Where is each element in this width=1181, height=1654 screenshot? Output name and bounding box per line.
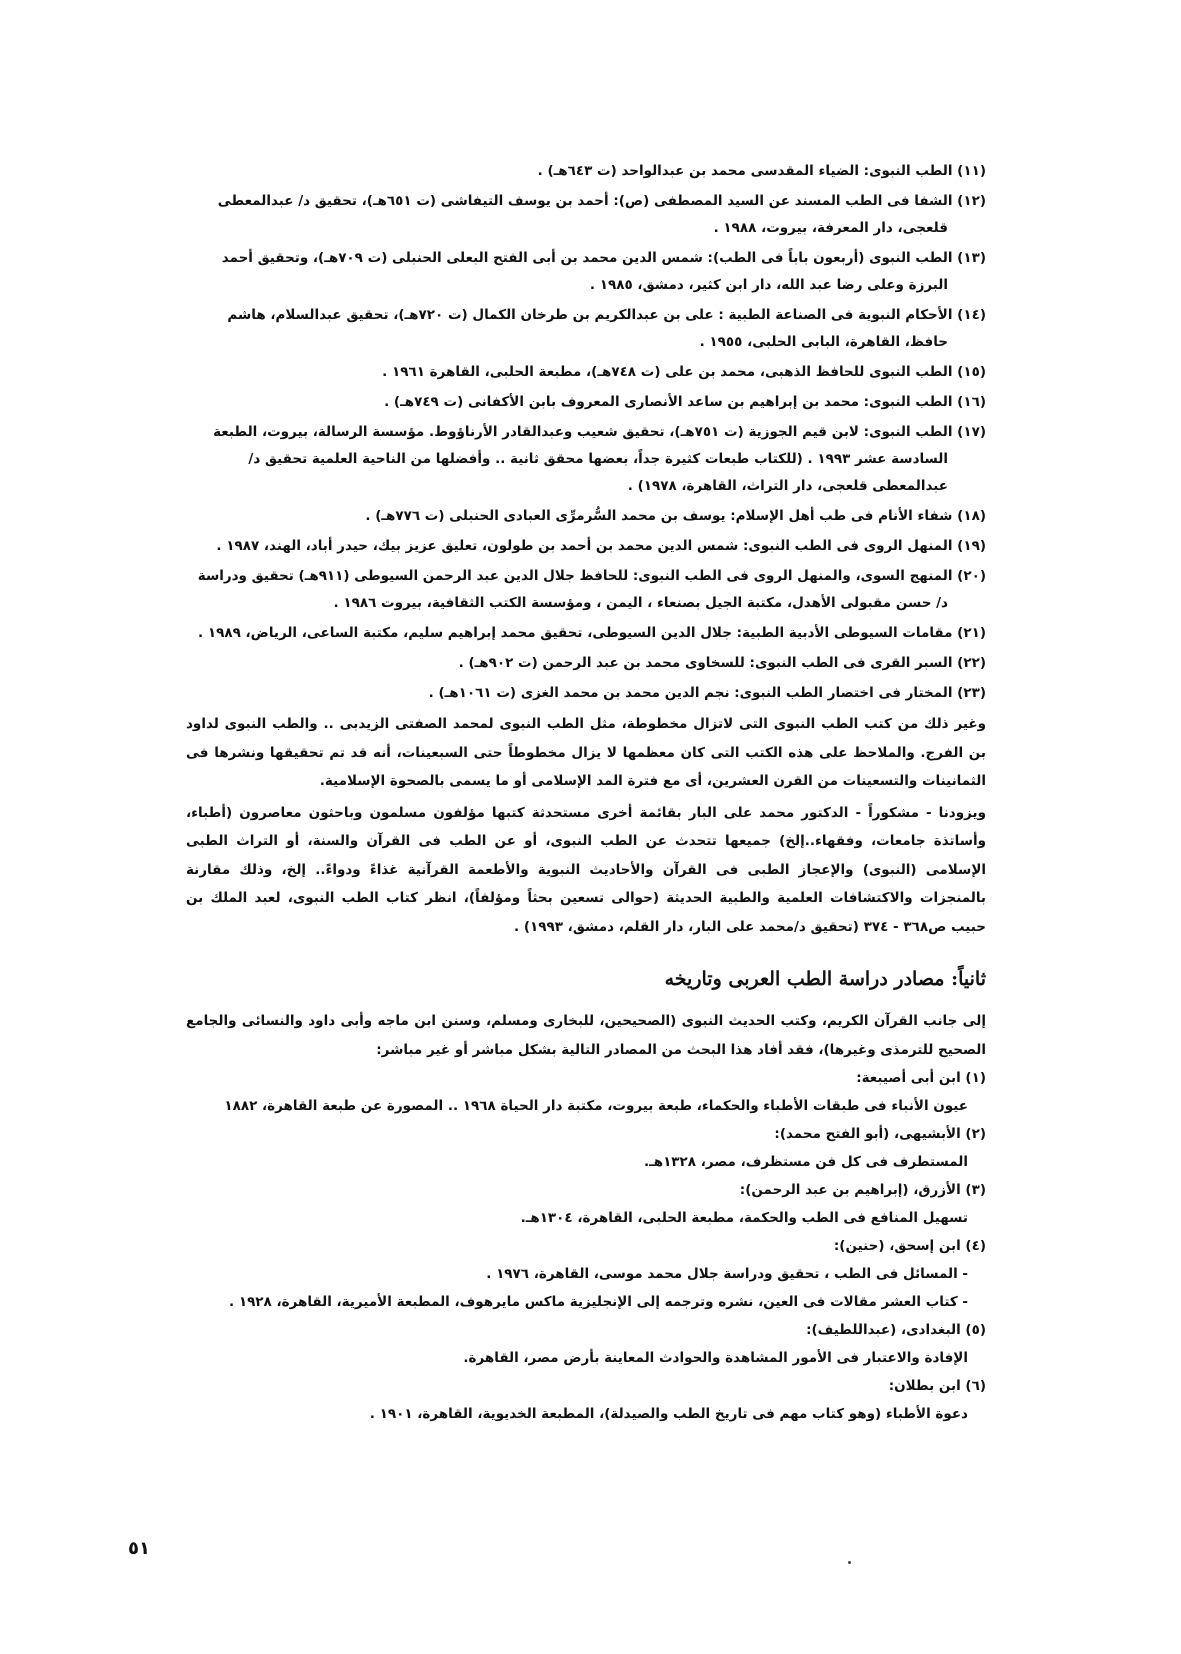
reference-item: (١٨) شفاء الأنام فى طب أهل الإسلام: يوسف بن محمد السُّرمرِّى العبادى الحنبلى (ت ٧٧٦هـ) . <box>365 508 986 524</box>
source-work: - كتاب العشر مقالات فى العين، نشره وترجمه إلى الإنجليزية ماكس مايرهوف، المطبعة الأميرية، القاهرة، ١٩٢٨ . <box>228 1294 968 1310</box>
source-work: عيون الأنباء فى طبقات الأطباء والحكماء، طبعة بيروت، مكتبة دار الحياة ١٩٦٨ .. المصورة عن طبعة القاهرة، ١٨٨٢ <box>224 1098 968 1114</box>
source-work: الإفادة والاعتبار فى الأمور المشاهدة والحوادث المعاينة بأرض مصر، القاهرة. <box>463 1350 968 1366</box>
source-author: (١) ابن أبى أصيبعة: <box>856 1070 986 1086</box>
reference-item: (١٩) المنهل الروى فى الطب النبوى: شمس الدين محمد بن أحمد بن طولون، تعليق عزيز بيك، حيدر أباد، الهند، ١٩٨٧ . <box>216 538 986 554</box>
reference-item: (٢٠) المنهج السوى، والمنهل الروى فى الطب النبوى: للحافظ جلال الدين عبد الرحمن السيوطى (٩١١هـ) تحقيق ودراسة د/ حسن مقبولى الأهدل، مكتبة الجيل بصنعاء ، اليمن ، ومؤسسة الكتب الثقافية، بيروت ١٩٨٦ . <box>197 568 986 611</box>
reference-item: (٢٣) المختار فى اختصار الطب النبوى: نجم الدين محمد بن محمد الغزى (ت ١٠٦١هـ) . <box>428 685 986 701</box>
section-heading: ثانياً: مصادر دراسة الطب العربى وتاريخه <box>664 968 986 990</box>
source-author: (٢) الأبشيهى، (أبو الفتح محمد): <box>774 1126 986 1142</box>
reference-item: (٢٢) السبر القرى فى الطب النبوى: للسخاوى محمد بن عبد الرحمن (ت ٩٠٢هـ) . <box>458 655 986 671</box>
source-work: تسهيل المنافع فى الطب والحكمة، مطبعة الحلبى، القاهرة، ١٣٠٤هـ. <box>520 1210 968 1226</box>
reference-item: (١٣) الطب النبوى (أربعون باباً فى الطب): شمس الدين محمد بن أبى الفتح البعلى الحنبلى (ت ٧٠٩هـ)، وتحقيق أحمد البرزة وعلى رضا عبد الله، دار ابن كثير، دمشق، ١٩٨٥ . <box>221 250 986 293</box>
source-work: دعوة الأطباء (وهو كتاب مهم فى تاريخ الطب والصيدلة)، المطبعة الخديوية، القاهرة، ١٩٠١ . <box>369 1406 968 1422</box>
source-author: (٥) البغدادى، (عبداللطيف): <box>806 1322 986 1338</box>
reference-item: (١٥) الطب النبوى للحافظ الذهبى، محمد بن على (ت ٧٤٨هـ)، مطبعة الحلبى، القاهرة ١٩٦١ . <box>382 364 986 380</box>
text-column <box>186 158 986 1428</box>
source-author: (٦) ابن بطلان: <box>888 1378 986 1394</box>
source-author: (٤) ابن إسحق، (حنين): <box>833 1238 986 1254</box>
reference-item: (٢١) مقامات السيوطى الأدبية الطبية: جلال الدين السيوطى، تحقيق محمد إبراهيم سليم، مكتبة الساعى، الرياض، ١٩٨٩ . <box>198 625 986 641</box>
reference-list <box>186 158 986 707</box>
source-work: المستطرف فى كل فن مستظرف، مصر، ١٣٢٨هـ. <box>643 1154 968 1170</box>
reference-item: (١٧) الطب النبوى: لابن قيم الجوزية (ت ٧٥١هـ)، تحقيق شعيب وعبدالقادر الأرناؤوط. مؤسسة الرسالة، بيروت، الطبعة السادسة عشر ١٩٩٣ . (للكتاب طبعات كثيرة جداً، بعضها محقق ثانية .. وأفضلها من الناحية العلمية تحقيق د/عبدالمعطى قلعجى، دار التراث، القاهرة، ١٩٧٨) . <box>213 424 986 494</box>
source-work: - المسائل فى الطب ، تحقيق ودراسة جلال محمد موسى، القاهرة، ١٩٧٦ . <box>486 1266 968 1282</box>
reference-item: (١٦) الطب النبوى: محمد بن إبراهيم بن ساعد الأنصارى المعروف بابن الأكفانى (ت ٧٤٩هـ) . <box>384 394 986 410</box>
reference-item: (١١) الطب النبوى: الضياء المقدسى محمد بن عبدالواحد (ت ٦٤٣هـ) . <box>537 163 986 179</box>
source-list <box>186 1064 986 1428</box>
section-intro: إلى جانب القرآن الكريم، وكتب الحديث النبوى (الصحيحين، للبخارى ومسلم، وسنن ابن ماجه وأبى داود والنسائى والجامع الصحيح للترمذى وغيرها)، فقد أفاد هذا البحث من المصادر التالية بشكل مباشر أو غير مباشر: <box>186 1013 986 1058</box>
reference-item: (١٤) الأحكام النبوية فى الصناعة الطبية : على بن عبدالكريم بن طرخان الكمال (ت ٧٢٠هـ)، تحقيق عبدالسلام، هاشم حافظ، القاهرة، البابى الحلبى، ١٩٥٥ . <box>227 307 986 350</box>
source-author: (٣) الأزرق، (إبراهيم بن عبد الرحمن): <box>739 1182 986 1198</box>
body-paragraph: ويزودنا - مشكوراً - الدكتور محمد على البار بقائمة أخرى مستحدثة كتبها مؤلفون مسلمون وباحثون معاصرون (أطباء، وأساتذة جامعات، وفقهاء..إلخ) جميعها تتحدث عن الطب النبوى، أو عن الطب فى القرآن والسنة، أو التراث الطبى الإسلامى (النبوى) والإعجاز الطبى فى القرآن والأحاديث النبوية والأطعمة القرآنية غذاءً ودواءً.. إلخ، وذلك مقارنة بالمنجزات والاكتشافات العلمية والطبية الحديثة (حوالى تسعين بحثاً ومؤلفاً)، انظر كتاب الطب النبوى، لعبد الملك بن حبيب ص٣٦٨ - ٣٧٤ (تحقيق د/محمد على البار، دار القلم، دمشق، ١٩٩٣) . <box>186 804 986 935</box>
body-paragraph: وغير ذلك من كتب الطب النبوى التى لاتزال مخطوطة، مثل الطب النبوى لمحمد الصفتى الزيدبى .. والطب النبوى لداود بن الفرج. والملاحظ على هذه الكتب التى كان معظمها لا يزال مخطوطاً حتى السبعينات، أنه قد تم تحقيقها ونشرها فى الثمانينات والتسعينات من القرن العشرين، أى مع فترة المد الإسلامى أو ما يسمى بالصحوة الإسلامية. <box>186 716 986 789</box>
scan-speck <box>848 1561 851 1564</box>
reference-item: (١٢) الشفا فى الطب المسند عن السيد المصطفى (ص): أحمد بن يوسف التيفاشى (ت ٦٥١هـ)، تحقيق د/ عبدالمعطى قلعجى، دار المعرفة، بيروت، ١٩٨٨ . <box>217 193 986 236</box>
page-number: ٥١ <box>128 1538 150 1559</box>
